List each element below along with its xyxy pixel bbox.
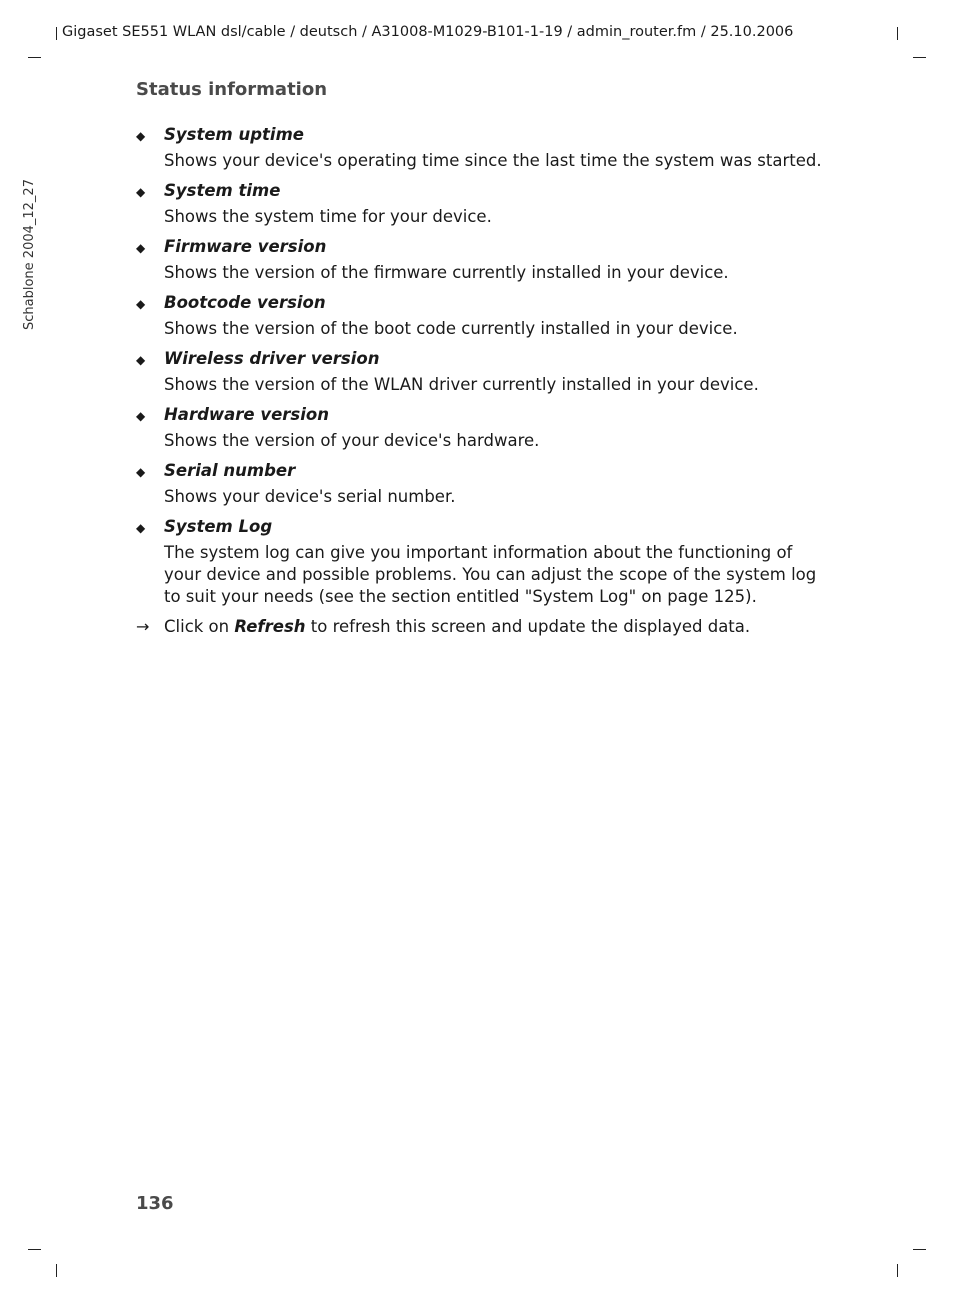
action-prefix: Click on [164, 617, 235, 636]
action-suffix: to refresh this screen and update the displayed data. [305, 617, 751, 636]
list-item [136, 516, 826, 608]
running-header: Gigaset SE551 WLAN dsl/cable / deutsch / A31008-M1029-B101-1-19 / admin_router.fm / 25.10.2006 [62, 24, 794, 40]
trim-mark-top-right-vertical [897, 27, 898, 40]
diamond-bullet-icon: ◆ [136, 241, 146, 255]
diamond-bullet-icon: ◆ [136, 185, 146, 199]
item-description: The system log can give you important information about the functioning of your device and possible problems. You can adjust the scope of the system log to suit your needs (see the section entitled "System Log" on page 125). [164, 543, 817, 606]
action-instruction [136, 616, 826, 638]
page-number: 136 [136, 1193, 174, 1214]
diamond-bullet-icon: ◆ [136, 521, 146, 535]
list-item [136, 236, 826, 284]
diamond-bullet-icon: ◆ [136, 353, 146, 367]
trim-mark-top-right-horizontal [913, 57, 926, 58]
diamond-bullet-icon: ◆ [136, 465, 146, 479]
list-item [136, 292, 826, 340]
item-description: Shows the version of the firmware currently installed in your device. [164, 263, 729, 282]
list-item [136, 460, 826, 508]
item-description: Shows your device's serial number. [164, 487, 456, 506]
trim-mark-bottom-left-vertical [56, 1264, 57, 1277]
list-item [136, 124, 826, 172]
item-term: System Log [164, 517, 273, 536]
trim-mark-top-left-horizontal [28, 57, 41, 58]
item-description: Shows the version of the WLAN driver currently installed in your device. [164, 375, 759, 394]
refresh-keyword: Refresh [234, 617, 306, 636]
item-term: Hardware version [164, 405, 329, 424]
list-item [136, 348, 826, 396]
diamond-bullet-icon: ◆ [136, 129, 146, 143]
diamond-bullet-icon: ◆ [136, 297, 146, 311]
section-title: Status information [136, 79, 328, 100]
arrow-right-icon: → [136, 617, 150, 636]
list-item [136, 180, 826, 228]
trim-mark-bottom-right-horizontal [913, 1249, 926, 1250]
item-term: Wireless driver version [164, 349, 380, 368]
item-term: Serial number [164, 461, 296, 480]
trim-mark-bottom-left-horizontal [28, 1249, 41, 1250]
list-item [136, 404, 826, 452]
item-description: Shows the version of the boot code currently installed in your device. [164, 319, 738, 338]
trim-mark-bottom-right-vertical [897, 1264, 898, 1277]
item-description: Shows the system time for your device. [164, 207, 492, 226]
item-description: Shows your device's operating time since the last time the system was started. [164, 151, 822, 170]
item-term: Firmware version [164, 237, 327, 256]
diamond-bullet-icon: ◆ [136, 409, 146, 423]
item-description: Shows the version of your device's hardware. [164, 431, 540, 450]
definition-list [136, 124, 826, 638]
trim-mark-top-left-vertical [56, 27, 57, 40]
template-margin-note: Schablone 2004_12_27 [22, 179, 37, 330]
item-term: Bootcode version [164, 293, 326, 312]
item-term: System uptime [164, 125, 304, 144]
item-term: System time [164, 181, 281, 200]
